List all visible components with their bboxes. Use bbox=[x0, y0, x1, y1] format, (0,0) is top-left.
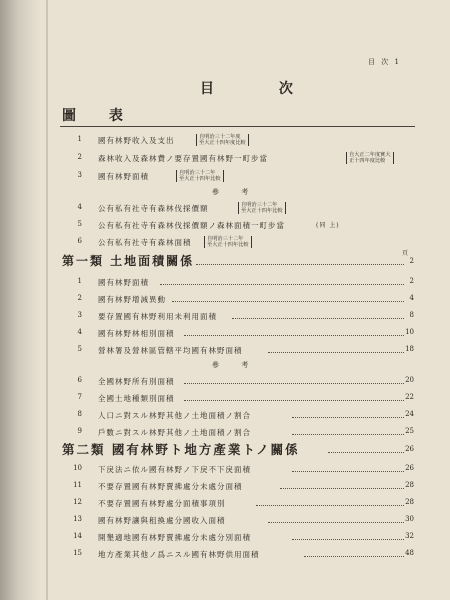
item-title: 國有林野讓與租換處分國收入面積 bbox=[98, 516, 226, 525]
leader-dots bbox=[280, 488, 404, 489]
list-item bbox=[0, 277, 450, 289]
list-item bbox=[0, 328, 450, 340]
list-item bbox=[0, 515, 450, 527]
page-number: 20 bbox=[405, 376, 414, 384]
leader-dots bbox=[292, 471, 404, 472]
tables-heading: 圖 表 bbox=[62, 108, 137, 124]
leader-dots bbox=[196, 264, 404, 265]
heading-rule bbox=[60, 126, 415, 127]
item-title: 要存置國有林野利用未利用面積 bbox=[98, 312, 217, 321]
table-row bbox=[0, 135, 450, 147]
list-item bbox=[0, 549, 450, 561]
item-title: 國有林野增減異動 bbox=[98, 295, 166, 304]
item-number: 7 bbox=[77, 393, 82, 401]
page-number: 4 bbox=[409, 294, 414, 302]
page-number: 32 bbox=[405, 532, 414, 540]
table-title: 國有林野面積 bbox=[98, 172, 149, 181]
list-item bbox=[0, 311, 450, 323]
table-number: 1 bbox=[77, 135, 82, 143]
page-number: 24 bbox=[405, 410, 414, 418]
item-number: 6 bbox=[77, 376, 82, 384]
table-number: 6 bbox=[77, 237, 82, 245]
table-title: 國有林野收入及支出 bbox=[98, 136, 175, 145]
page-number: 30 bbox=[405, 515, 414, 523]
table-number: 5 bbox=[77, 220, 82, 228]
leader-dots bbox=[184, 383, 404, 384]
table-number: 3 bbox=[77, 171, 82, 179]
list-item bbox=[0, 345, 450, 357]
table-row bbox=[0, 237, 450, 249]
table-row bbox=[0, 171, 450, 183]
table-note: 自明治三十二年 至大正十四年比較 bbox=[238, 202, 286, 214]
list-item bbox=[0, 376, 450, 388]
table-row bbox=[0, 220, 450, 232]
item-number: 15 bbox=[73, 549, 82, 557]
item-number: 12 bbox=[73, 498, 82, 506]
page-number: 26 bbox=[405, 445, 414, 453]
page-number: 2 bbox=[409, 257, 414, 265]
item-title: 全國林野所有別面積 bbox=[98, 377, 175, 386]
table-note: (同 上) bbox=[316, 222, 340, 229]
item-title: 國有林野林相別面積 bbox=[98, 329, 175, 338]
item-number: 13 bbox=[73, 515, 82, 523]
leader-dots bbox=[232, 318, 404, 319]
item-title: 下戾法ニ依ル國有林野ノ下戾不下戾面積 bbox=[98, 465, 251, 474]
item-title: 人口ニ對スル林野其他ノ土地面積ノ割合 bbox=[98, 411, 251, 420]
item-number: 9 bbox=[77, 427, 82, 435]
item-number: 4 bbox=[77, 328, 82, 336]
section-heading: 第一類 土地面積關係 bbox=[62, 254, 195, 268]
table-title: 公有私有社寺有森林面積 bbox=[98, 238, 192, 247]
list-item bbox=[0, 294, 450, 306]
list-item bbox=[0, 393, 450, 405]
table-note: 自明治三十二年 至大正十四年比較 bbox=[176, 170, 224, 182]
leader-dots bbox=[256, 505, 404, 506]
item-number: 2 bbox=[77, 294, 82, 302]
leader-dots bbox=[268, 522, 404, 523]
item-title: 國有林野面積 bbox=[98, 278, 149, 287]
item-number: 10 bbox=[73, 464, 82, 472]
page-number: 18 bbox=[405, 345, 414, 353]
item-title: 不要存置國有林野處分面積事項別 bbox=[98, 499, 226, 508]
leader-dots bbox=[268, 352, 404, 353]
section-heading: 第二類 國有林野ト地方產業トノ關係 bbox=[62, 442, 300, 457]
leader-dots bbox=[184, 400, 404, 401]
table-note: 自大正二年度實大 正十四年度比較 bbox=[346, 152, 394, 164]
table-row bbox=[0, 203, 450, 215]
table-title: 公有私有社寺有森林伐採價額 bbox=[98, 204, 209, 213]
page-number: 10 bbox=[405, 328, 414, 336]
page-number: 2 bbox=[409, 277, 414, 285]
table-title: 森林收入及森林費ノ要存置國有林野一町步當 bbox=[98, 154, 268, 163]
item-number: 1 bbox=[77, 277, 82, 285]
leader-dots bbox=[160, 284, 404, 285]
leader-dots bbox=[292, 434, 404, 435]
list-item bbox=[0, 481, 450, 493]
page-title: 目 次 bbox=[200, 81, 323, 97]
page-number: 22 bbox=[405, 393, 414, 401]
item-number: 3 bbox=[77, 311, 82, 319]
list-item bbox=[0, 532, 450, 544]
list-item bbox=[0, 427, 450, 439]
list-item bbox=[0, 464, 450, 476]
item-number: 5 bbox=[77, 345, 82, 353]
item-number: 14 bbox=[73, 532, 82, 540]
page-number: 26 bbox=[405, 464, 414, 472]
table-note: 自明治三十二年 至大正十四年比較 bbox=[204, 236, 252, 248]
item-title: 開墾適地國有林野賣拂處分未處分別面積 bbox=[98, 533, 251, 542]
leader-dots bbox=[304, 556, 404, 557]
reference-label: 參 考 bbox=[212, 361, 259, 369]
leader-dots bbox=[328, 452, 404, 453]
item-number: 11 bbox=[73, 481, 82, 489]
table-title: 公有私有社寺有森林伐採價額ノ森林面積一町步當 bbox=[98, 221, 285, 230]
page-number: 8 bbox=[409, 311, 414, 319]
page-column-label: 頁 bbox=[401, 250, 408, 257]
leader-dots bbox=[172, 301, 404, 302]
table-note: 自明治三十二年度 至大正十四年度比較 bbox=[196, 134, 249, 146]
item-title: 全國土地種類別面積 bbox=[98, 394, 175, 403]
item-title: 地方產業其他ノ爲ニスル國有林野供用面積 bbox=[98, 550, 260, 559]
table-number: 2 bbox=[77, 153, 82, 161]
table-row bbox=[0, 153, 450, 165]
leader-dots bbox=[292, 417, 404, 418]
running-header: 目 次 1 bbox=[368, 58, 401, 66]
item-title: 營林署及營林區管轄平均國有林野面積 bbox=[98, 346, 243, 355]
page-number: 48 bbox=[405, 549, 414, 557]
reference-label: 參 考 bbox=[212, 188, 259, 196]
item-title: 不要存置國有林野賣拂處分未處分面積 bbox=[98, 482, 243, 491]
page-number: 28 bbox=[405, 498, 414, 506]
leader-dots bbox=[184, 335, 404, 336]
table-number: 4 bbox=[77, 203, 82, 211]
item-number: 8 bbox=[77, 410, 82, 418]
list-item bbox=[0, 498, 450, 510]
page-number: 25 bbox=[405, 427, 414, 435]
leader-dots bbox=[292, 539, 404, 540]
page-number: 28 bbox=[405, 481, 414, 489]
list-item bbox=[0, 410, 450, 422]
item-title: 戶數ニ對スル林野其他ノ土地面積ノ割合 bbox=[98, 428, 251, 437]
